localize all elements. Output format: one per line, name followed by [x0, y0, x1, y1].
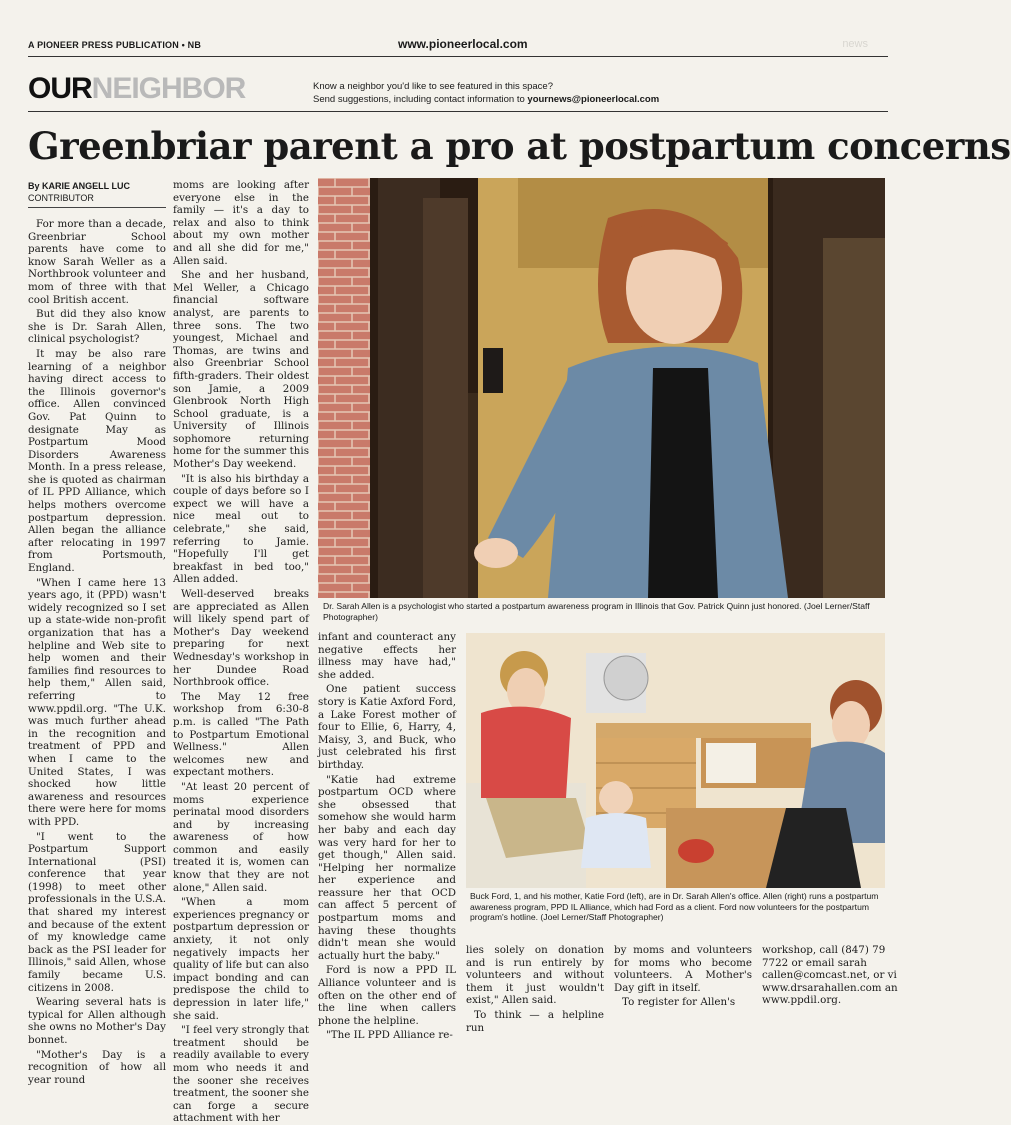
byline-rule	[28, 207, 166, 208]
text-line: callen@comcast.net, or vi	[762, 969, 897, 982]
masthead	[28, 37, 868, 54]
section-label: news	[842, 38, 868, 50]
byline-role: CONTRIBUTOR	[28, 193, 94, 203]
text-line: www.drsarahallen.com an	[762, 981, 898, 994]
paragraph: One patient success story is Katie Axford Ford, a Lake Forest mother of four to Ellie, 6, Harry, 4, Maisy, 3, and Buck, who just celebrated his first birthday.	[318, 683, 456, 771]
photo-illustration	[318, 178, 885, 598]
paragraph: "Katie had extreme postpartum OCD where she obsessed that somehow she would harm her baby and each day was very hard for her to get though," Allen said. "Helping her normalize her experience and reassure her that OCD can affect 5 percent of postpartum moms and having these thoughts didn't mean she would actually hurt the baby."	[318, 773, 456, 962]
paragraph: "When I came here 13 years ago, it (PPD) wasn't widely recognized so I set up a state-wide non-profit organization that has a helpline and Web site to help women and their families find resources to help them," Allen said, referring to www.ppdil.org. "The U.K. was much further ahead in the recognition and treatment of PPD and when I came to the United States, I was shocked how little awareness and resources there were here for moms with PPD.	[28, 576, 166, 828]
article-headline: Greenbriar parent a pro at postpartum concerns	[28, 124, 1011, 168]
invite-line-2: Send suggestions, including contact information to yournews@pioneerlocal.com	[313, 94, 660, 105]
paragraph: "It is also his birthday a couple of days before so I expect we will have a nice meal out to celebrate," she said, referring to Jamie. "Hopefully I'll get breakfast in bed too," Allen added.	[173, 472, 309, 586]
invite-line-1: Know a neighbor you'd like to see featured in this space?	[313, 81, 553, 92]
photo-office-visit	[466, 633, 885, 888]
paragraph: To think — a helpline run	[466, 1008, 604, 1034]
paragraph: "When a mom experiences pregnancy or postpartum depression or anxiety, it not only negatively impacts her quality of life but can also impact bonding and can predispose the child to depression in later life," she said.	[173, 896, 309, 1022]
paragraph: infant and counteract any negative effects her illness may have had," she added.	[318, 631, 456, 681]
article-column-3	[318, 631, 456, 1042]
paragraph: To register for Allen's	[622, 996, 736, 1009]
paragraph: It may be also rare learning of a neighbor having direct access to the Illinois governor's office. Allen convinced Gov. Pat Quinn to designate May as Postpartum Mood Disorders Awareness Month. In a press release, she is quoted as chairman of IL PPD Alliance, which helps mothers overcome postpartum depression. Allen began the alliance after relocating in 1997 from Portsmouth, England.	[28, 347, 166, 575]
paragraph: "I went to the Postpartum Support International (PSI) conference that year (1998) to meet other professionals in the U.S.A. that shared my interest and because of the extent of my knowledge came back as the PSI leader for Illinois," said Allen, whose family became U.S. citizens in 2008.	[28, 830, 166, 994]
photo-sarah-allen	[318, 178, 885, 598]
paragraph: "Mother's Day is a recognition of how all year round	[28, 1048, 166, 1086]
paragraph: "At least 20 percent of moms experience perinatal mood disorders and by increasing awareness of how common and easily treated it is, women can know that they are not alone," Allen said.	[173, 780, 309, 894]
masthead-rule	[28, 56, 888, 57]
publication-label: A PIONEER PRESS PUBLICATION • NB	[28, 40, 202, 50]
paragraph: moms are looking after everyone else in the family — it's a day to relax and also to think about my own mother and all she did for me," Allen said.	[173, 179, 309, 267]
paragraph: "I feel very strongly that treatment should be readily available to every mom who needs it and the sooner she receives treatment, the sooner she can forge a secure attachment with her	[173, 1024, 309, 1125]
article-column-5	[614, 944, 752, 1020]
paragraph: Wearing several hats is typical for Allen although she owns no Mother's Day bonnet.	[28, 996, 166, 1046]
invite-email-link[interactable]: yournews@pioneerlocal.com	[527, 94, 660, 105]
text-line: www.ppdil.org.	[762, 994, 842, 1007]
text-line: 7722 or email sarah	[762, 956, 867, 969]
top-photo-caption: Dr. Sarah Allen is a psychologist who started a postpartum awareness program in Illinois that Gov. Patrick Quinn just honored. (Joel Lerner/Staff Photographer)	[323, 601, 870, 622]
paragraph: lies solely on donation and is run entirely by volunteers and without them it just wouldn't exist," Allen said.	[466, 944, 604, 1007]
byline-name: By KARIE ANGELL LUC	[28, 181, 131, 191]
paragraph: "The IL PPD Alliance re-	[326, 1029, 453, 1042]
paragraph: by moms and volunteers for moms who become volunteers. A Mother's Day gift in itself.	[614, 944, 752, 994]
website-link[interactable]: www.pioneerlocal.com	[398, 37, 528, 51]
paragraph: The May 12 free workshop from 6:30-8 p.m. is called "The Path to Postpartum Emotional Wellness." Allen welcomes new and expectant mothers.	[173, 690, 309, 779]
banner-rule	[28, 111, 888, 112]
paragraph: Ford is now a PPD IL Alliance volunteer and is often on the other end of the line when callers phone the helpline.	[318, 964, 456, 1027]
article-column-6	[762, 944, 898, 1020]
our-neighbor-logo: OURNEIGHBOR	[28, 72, 246, 105]
byline	[28, 180, 166, 204]
paragraph: Well-deserved breaks are appreciated as Allen will likely spend part of Mother's Day weekend preparing for next Wednesday's workshop in her Dundee Road Northbrook office.	[173, 588, 309, 689]
text-line: workshop, call (847) 79	[762, 944, 886, 956]
feature-invite	[313, 80, 659, 106]
paragraph: She and her husband, Mel Weller, a Chicago financial software analyst, are parents to three sons. The two youngest, Michael and Thomas, are twins and also Greenbriar School fifth-graders. Their oldest son Jamie, a 2009 Glenbrook North High School graduate, is a University of Illinois sophomore returning home for the summer this Mother's Day weekend.	[173, 269, 309, 471]
bottom-photo-caption: Buck Ford, 1, and his mother, Katie Ford (left), are in Dr. Sarah Allen's office. Allen (right) runs a postpartum awareness program, PPD IL Alliance, which had Ford as a client. Ford now volunteers for the postpartum program's hotline. (Joel Lerner/Staff Photographer)	[470, 891, 879, 922]
article-column-4	[466, 944, 604, 1034]
article-column-2	[173, 179, 309, 1125]
paragraph: For more than a decade, Greenbriar School parents have come to know Sarah Weller as a Northbrook volunteer and mom of three with that cool British accent.	[28, 218, 166, 306]
article-column-1	[28, 218, 166, 1086]
paragraph: But did they also know she is Dr. Sarah Allen, clinical psychologist?	[28, 308, 166, 346]
photo-illustration	[466, 633, 885, 888]
